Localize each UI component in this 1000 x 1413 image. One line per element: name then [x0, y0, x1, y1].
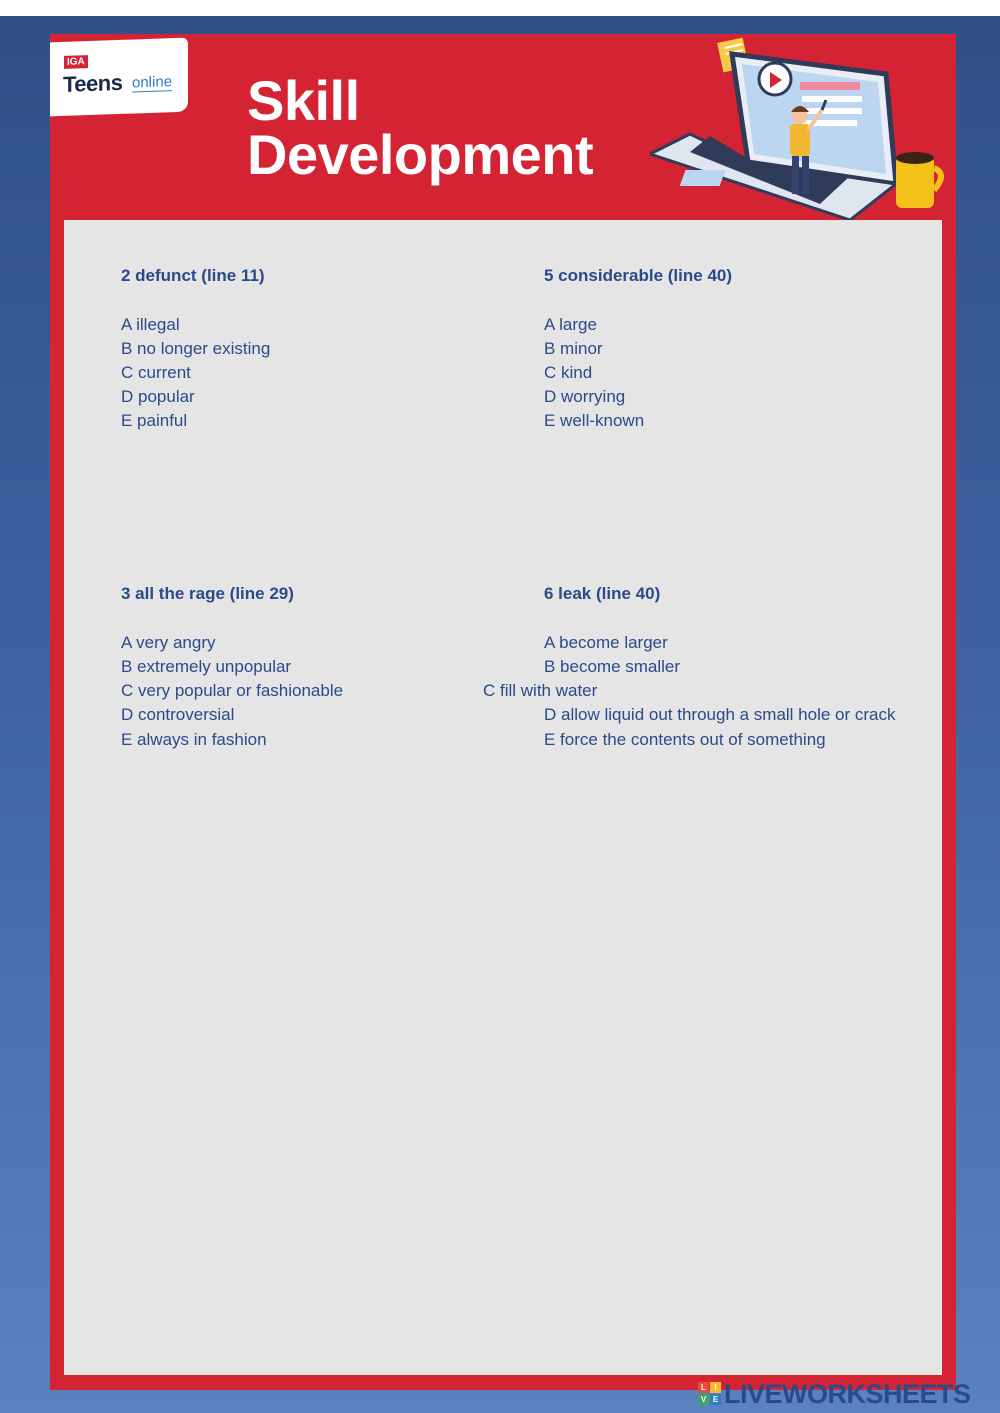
option-text: A very angry — [121, 633, 216, 652]
option-text: D worrying — [544, 387, 626, 406]
option-text: C current — [121, 363, 191, 382]
option-text: E force the contents out of something — [544, 730, 826, 749]
header-banner — [50, 34, 956, 220]
logo-brand: Teens — [63, 69, 123, 97]
option-text: D controversial — [121, 705, 235, 724]
liveworksheets-watermark — [698, 1378, 971, 1410]
question-title: 2 defunct (line 11) — [121, 266, 265, 285]
option-text: C very popular or fashionable — [121, 681, 344, 700]
logo-badge: IGA — [64, 55, 88, 69]
option-text: A illegal — [121, 315, 180, 334]
option-text: D popular — [121, 387, 195, 406]
question-title: 3 all the rage (line 29) — [121, 584, 294, 603]
page-title — [247, 69, 594, 186]
title-line-1: Skill — [247, 69, 360, 132]
option-text: B no longer existing — [121, 339, 271, 358]
worksheet-content — [64, 220, 942, 1375]
laptop-illustration-icon — [650, 34, 950, 220]
option-text: A become larger — [544, 633, 668, 652]
option-text: B minor — [544, 339, 603, 358]
worksheet-frame — [50, 34, 956, 1390]
top-strip — [0, 0, 1000, 16]
option-text: A large — [544, 315, 597, 334]
logo — [50, 38, 188, 117]
watermark-text: LIVEWORKSHEETS — [724, 1378, 971, 1409]
option-text: B become smaller — [544, 657, 681, 676]
option-text: E always in fashion — [121, 730, 267, 749]
question-title: 5 considerable (line 40) — [544, 266, 733, 285]
liveworksheets-logo-icon: L I V E — [698, 1382, 722, 1406]
option-text: B extremely unpopular — [121, 657, 292, 676]
option-text: C fill with water — [483, 681, 598, 700]
title-line-2: Development — [247, 123, 594, 186]
option-text: D allow liquid out through a small hole or crack — [544, 705, 896, 724]
option-text: E painful — [121, 411, 188, 430]
logo-sub: online — [132, 73, 173, 92]
question-title: 6 leak (line 40) — [544, 584, 661, 603]
option-text: E well-known — [544, 411, 645, 430]
option-text: C kind — [544, 363, 593, 382]
